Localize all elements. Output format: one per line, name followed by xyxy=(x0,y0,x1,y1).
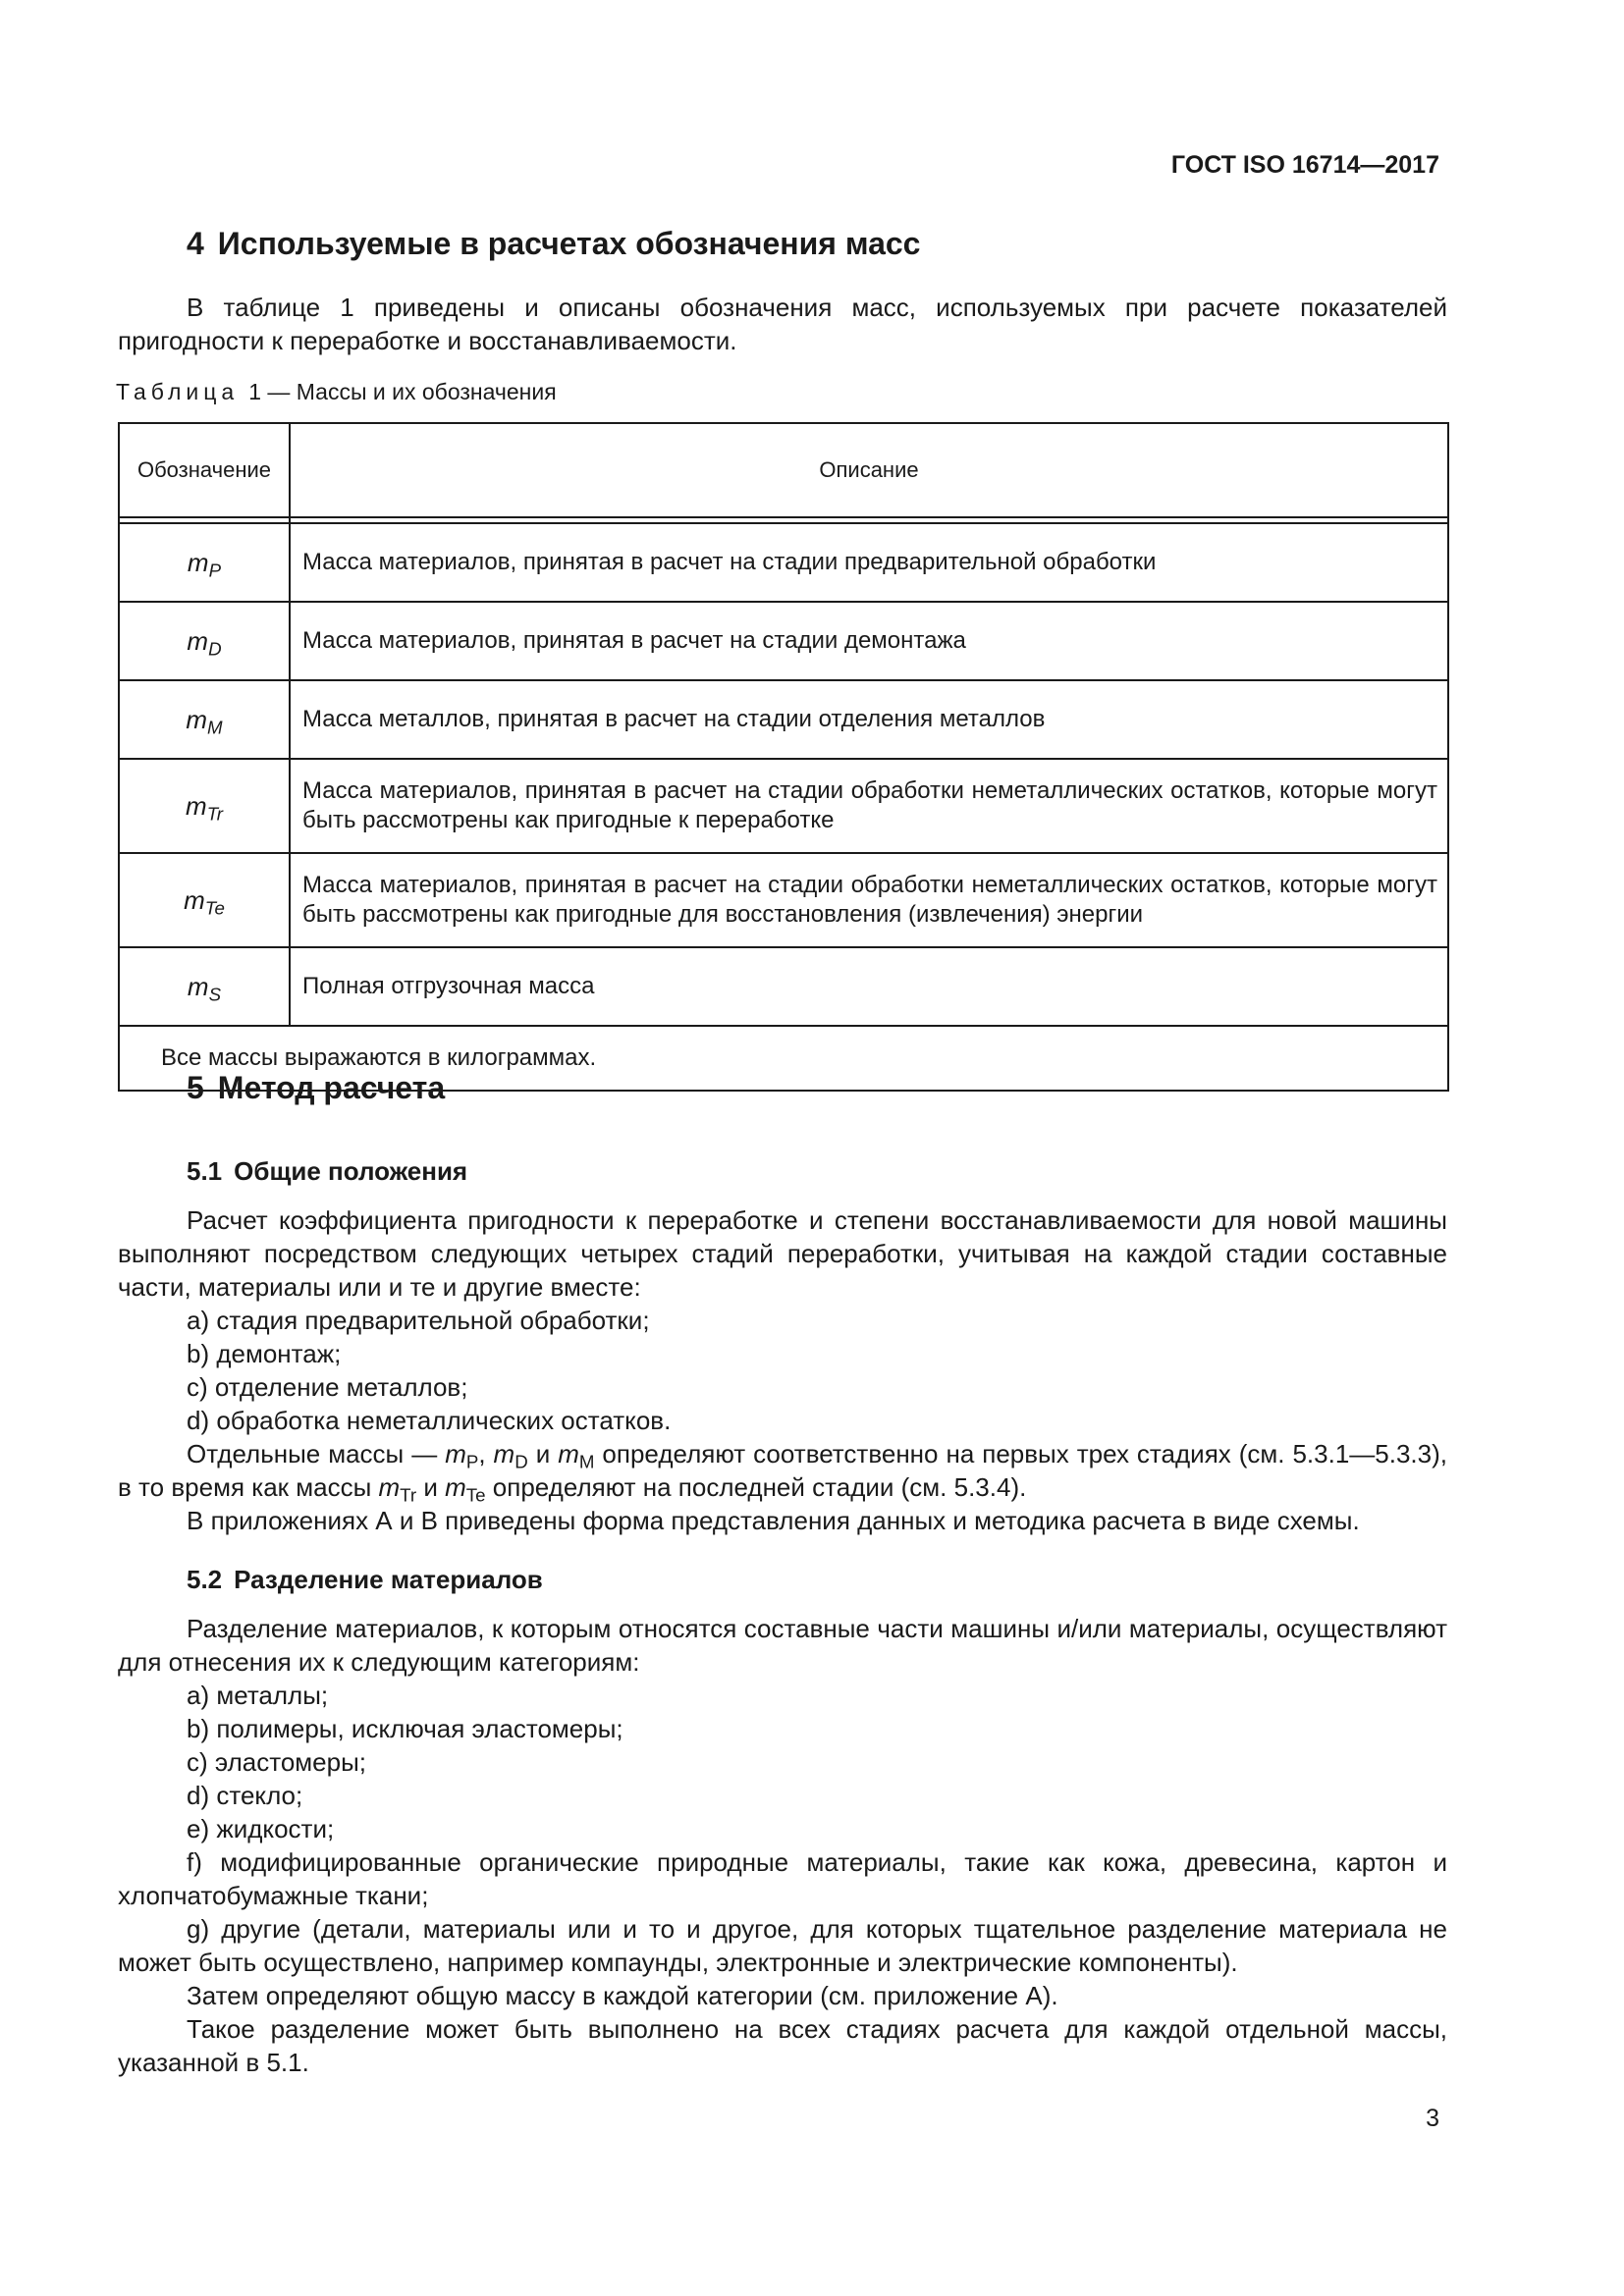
section-4-heading xyxy=(187,226,920,262)
mass-description: Полная отгрузочная масса xyxy=(290,947,1448,1026)
section-5-heading xyxy=(187,1070,445,1106)
table-row xyxy=(119,680,1448,759)
paragraph: Расчет коэффициента пригодности к переработке и степени восстанавливаемости для новой машины выполняют посредством следующих четырех стадий переработки, учитывая на каждой стадии составные части, материалы или и те и другие вместе: xyxy=(118,1205,1447,1302)
list-item: c) отделение металлов; xyxy=(187,1372,468,1402)
masses-table xyxy=(118,422,1449,1092)
list-item: d) обработка неметаллических остатков. xyxy=(187,1406,672,1435)
list-item: b) демонтаж; xyxy=(187,1339,342,1368)
list-item: f) модифицированные органические природные материалы, такие как кожа, древесина, картон и хлопчатобумажные ткани; xyxy=(118,1847,1447,1910)
subsection-5-1-heading xyxy=(187,1156,467,1187)
table-note: Все массы выражаются в килограммах. xyxy=(119,1026,1448,1091)
mass-symbol: $m_S$ xyxy=(119,947,290,1026)
section-4-intro-block xyxy=(118,291,1447,357)
mass-symbol: $m_{Te}$ xyxy=(119,853,290,947)
table-row xyxy=(119,853,1448,947)
section-5-number: 5 xyxy=(187,1070,204,1105)
subsection-5-2-body xyxy=(118,1612,1447,2079)
col-header-symbol: Обозначение xyxy=(119,423,290,517)
page-number: 3 xyxy=(1426,2105,1439,2132)
table-label: Таблица xyxy=(116,379,240,404)
subsection-5-1-number: 5.1 xyxy=(187,1156,223,1186)
table-row xyxy=(119,523,1448,602)
mass-symbol: $m_{Tr}$ xyxy=(119,759,290,853)
table-row xyxy=(119,602,1448,680)
list-item: b) полимеры, исключая эластомеры; xyxy=(187,1714,623,1743)
table-title: 1 — Массы и их обозначения xyxy=(248,379,557,404)
list-item: a) металлы; xyxy=(187,1681,329,1710)
paragraph: Затем определяют общую массу в каждой категории (см. приложение А). xyxy=(187,1981,1058,2010)
table-caption xyxy=(116,379,557,405)
paragraph-masses: Отдельные массы — $m_P$, $m_D$ и $m_M$ определяют соответственно на первых трех стадиях (см. 5.3.1—5.3.3), в то время как массы $m_{Tr}$ и $m_{Te}$ определяют на последней стадии (см. 5.3.4). xyxy=(118,1439,1448,1506)
mass-symbol: $m_M$ xyxy=(119,680,290,759)
section-4-title: Используемые в расчетах обозначения масс xyxy=(217,226,921,261)
standard-code: ГОСТ ISO 16714—2017 xyxy=(1170,151,1439,179)
mass-description: Масса металлов, принятая в расчет на стадии отделения металлов xyxy=(290,680,1448,759)
mass-symbol: $m_D$ xyxy=(119,602,290,680)
table-row xyxy=(119,759,1448,853)
subsection-5-1-body xyxy=(118,1203,1447,1537)
list-item: e) жидкости; xyxy=(187,1814,335,1843)
mass-description: Масса материалов, принятая в расчет на стадии предварительной обработки xyxy=(290,523,1448,602)
section-4-number: 4 xyxy=(187,226,204,261)
paragraph: В приложениях А и В приведены форма представления данных и методика расчета в виде схемы. xyxy=(187,1506,1360,1535)
table-row xyxy=(119,947,1448,1026)
table-header-row xyxy=(119,423,1448,517)
subsection-5-2-number: 5.2 xyxy=(187,1565,223,1594)
list-item: c) эластомеры; xyxy=(187,1747,366,1777)
section-4-intro: В таблице 1 приведены и описаны обозначения масс, используемых при расчете показателей пригодности к переработке и восстанавливаемости. xyxy=(118,293,1447,355)
subsection-5-2-heading xyxy=(187,1565,543,1595)
col-header-description: Описание xyxy=(290,423,1448,517)
mass-description: Масса материалов, принятая в расчет на стадии обработки неметаллических остатков, которые могут быть рассмотрены как пригодные к переработке xyxy=(290,759,1448,853)
subsection-5-1-title: Общие положения xyxy=(234,1156,468,1186)
list-item: d) стекло; xyxy=(187,1781,303,1810)
list-item: a) стадия предварительной обработки; xyxy=(187,1306,650,1335)
list-item: g) другие (детали, материалы или и то и другое, для которых тщательное разделение материала не может быть осуществлено, например компаунды, электронные и электрические компоненты). xyxy=(118,1914,1447,1977)
section-5-title: Метод расчета xyxy=(217,1070,446,1105)
subsection-5-2-title: Разделение материалов xyxy=(234,1565,543,1594)
mass-description: Масса материалов, принятая в расчет на стадии демонтажа xyxy=(290,602,1448,680)
mass-symbol: $m_P$ xyxy=(119,523,290,602)
mass-description: Масса материалов, принятая в расчет на стадии обработки неметаллических остатков, которые могут быть рассмотрены как пригодные для восстановления (извлечения) энергии xyxy=(290,853,1448,947)
paragraph: Разделение материалов, к которым относятся составные части машины и/или материалы, осуществляют для отнесения их к следующим категориям: xyxy=(118,1614,1447,1677)
paragraph: Такое разделение может быть выполнено на всех стадиях расчета для каждой отдельной массы, указанной в 5.1. xyxy=(118,2014,1447,2077)
